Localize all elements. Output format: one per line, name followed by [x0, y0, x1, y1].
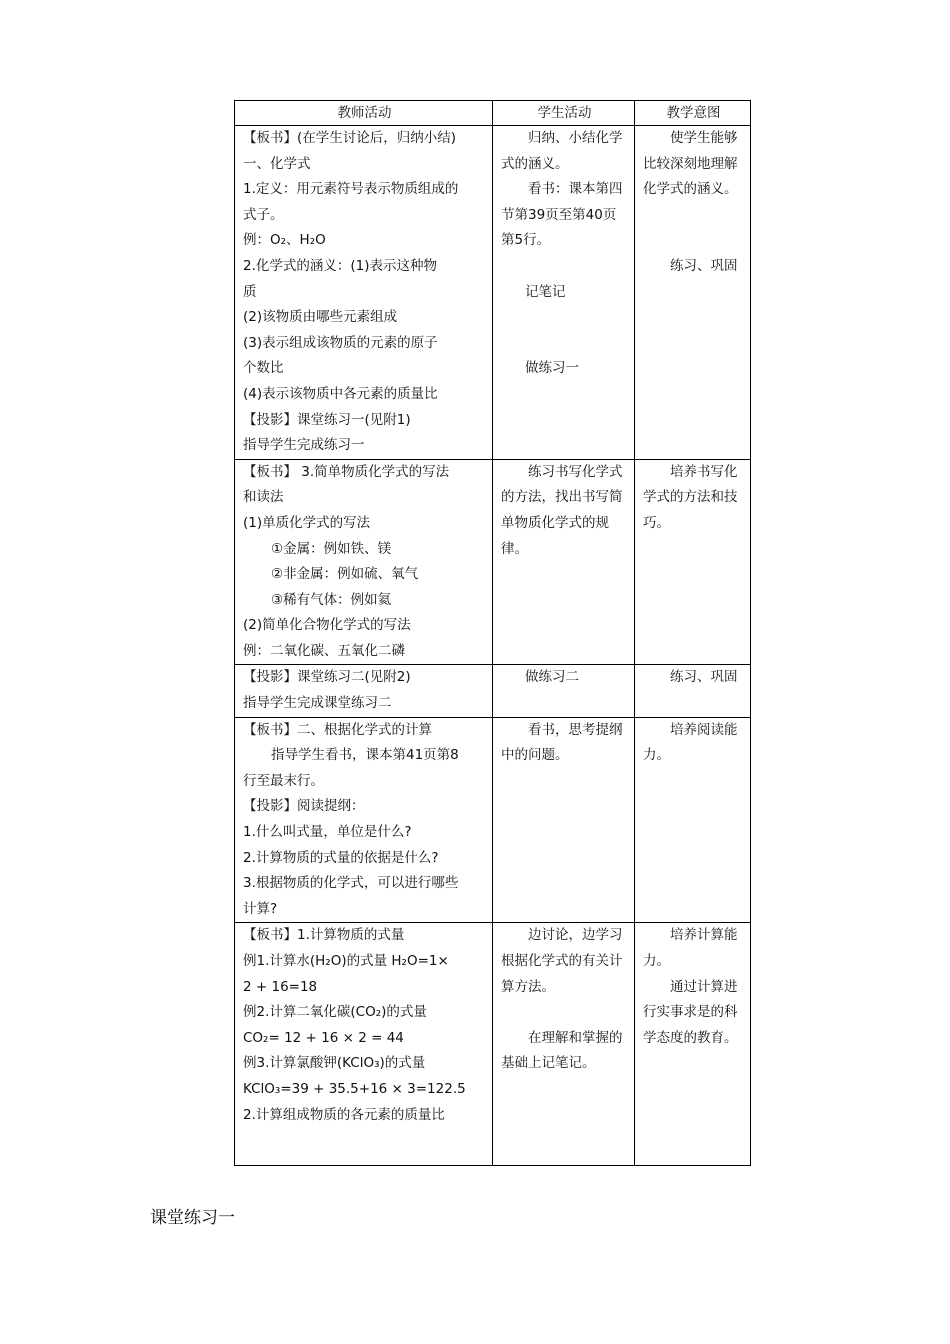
teacher-cell: [235, 717, 493, 923]
text-line: 和读法: [243, 489, 284, 506]
text-para: 使学生能够比较深刻地理解化学式的涵义。: [643, 130, 738, 198]
intent-cell: [635, 459, 751, 665]
intent-cell: [635, 923, 751, 1166]
text-line: (3)表示组成该物质的元素的原子: [243, 334, 438, 351]
text-line: 指导学生完成练习一: [243, 437, 365, 454]
teacher-cell: [235, 665, 493, 717]
text-line: 质: [243, 283, 257, 300]
text-line: ②非金属：例如硫、氧气: [271, 566, 419, 583]
student-cell: [493, 459, 635, 665]
section-title: 课堂练习一: [150, 1208, 235, 1228]
header-teacher-activity: 教师活动: [235, 101, 493, 126]
text-para: 练习、巩固: [670, 257, 738, 274]
student-cell: [493, 717, 635, 923]
text-line: 指导学生完成课堂练习二: [243, 695, 392, 712]
text-line: 做练习一: [525, 360, 579, 377]
text-line: 【板书】二、根据化学式的计算: [243, 721, 432, 738]
text-line: ①金属：例如铁、镁: [271, 540, 392, 557]
text-line: 式子。: [243, 206, 284, 223]
text-para: 通过计算进行实事求是的科学态度的教育。: [643, 978, 738, 1046]
table-row: [235, 665, 751, 717]
table-row: [235, 459, 751, 665]
text-line: 行至最末行。: [243, 772, 324, 789]
table-row: [235, 923, 751, 1166]
text-line: 1.什么叫式量，单位是什么?: [243, 824, 412, 841]
text-line: 个数比: [243, 360, 284, 377]
text-para: 练习、巩固: [670, 669, 738, 686]
teacher-cell: [235, 459, 493, 665]
text-para: 归纳、小结化学式的涵义。: [501, 130, 623, 172]
text-para: 培养书写化学式的方法和技巧。: [643, 463, 738, 531]
text-line: 【投影】课堂练习一(见附1): [243, 411, 411, 428]
text-line: 例：二氧化碳、五氧化二磷: [243, 642, 405, 659]
text-para: 看书：课本第四节第39页至第40页第5行。: [501, 181, 623, 249]
text-line: 【板书】(在学生讨论后，归纳小结): [243, 130, 457, 146]
text-line: 例1.计算水(H₂O)的式量 H₂O=1×: [243, 953, 449, 969]
text-line: 【板书】1.计算物质的式量: [243, 927, 405, 944]
text-para: 边讨论，边学习根据化学式的有关计算方法。: [501, 927, 623, 995]
lesson-plan-table: [234, 100, 751, 1166]
text-para: 培养计算能力。: [643, 927, 738, 969]
text-line: ③稀有气体：例如氦: [271, 591, 392, 608]
text-line: 例：O₂、H₂O: [243, 232, 326, 249]
table-row: [235, 126, 751, 460]
text-line: 指导学生看书，课本第41页第8: [271, 747, 459, 764]
student-cell: [493, 126, 635, 460]
text-line: 记笔记: [525, 283, 566, 300]
text-para: 看书，思考提纲中的问题。: [501, 721, 623, 764]
text-line: KClO₃=39 + 35.5+16 × 3=122.5: [243, 1080, 466, 1097]
text-line: 【投影】课堂练习二(见附2): [243, 669, 411, 686]
text-para: 在理解和掌握的基础上记笔记。: [501, 1029, 623, 1072]
text-line: 一、化学式: [243, 155, 311, 172]
text-line: 1.定义：用元素符号表示物质组成的: [243, 181, 459, 198]
text-line: 【板书】 3.简单物质化学式的写法: [243, 463, 450, 480]
student-cell: [493, 665, 635, 717]
text-line: 2.计算组成物质的各元素的质量比: [243, 1106, 445, 1123]
student-cell: [493, 923, 635, 1166]
text-line: (2)该物质由哪些元素组成: [243, 309, 398, 326]
teacher-cell: [235, 923, 493, 1166]
intent-cell: [635, 126, 751, 460]
text-line: 例3.计算氯酸钾(KClO₃)的式量: [243, 1055, 426, 1072]
text-line: 2.化学式的涵义：(1)表示这种物: [243, 257, 438, 274]
text-para: 练习书写化学式的方法，找出书写简单物质化学式的规律。: [501, 463, 623, 557]
text-para: 培养阅读能力。: [643, 721, 738, 764]
text-line: 做练习二: [525, 669, 579, 686]
header-teaching-intent: 教学意图: [635, 101, 751, 126]
table-header-row: [235, 101, 751, 126]
intent-cell: [635, 665, 751, 717]
text-line: 【投影】阅读提纲：: [243, 798, 365, 815]
table-row: [235, 717, 751, 923]
text-line: (4)表示该物质中各元素的质量比: [243, 385, 438, 402]
text-line: 2 + 16=18: [243, 978, 318, 995]
text-line: (1)单质化学式的写法: [243, 514, 371, 531]
text-line: 3.根据物质的化学式，可以进行哪些: [243, 875, 459, 892]
text-line: 例2.计算二氧化碳(CO₂)的式量: [243, 1004, 427, 1021]
text-line: CO₂= 12 + 16 × 2 = 44: [243, 1029, 404, 1046]
header-student-activity: 学生活动: [493, 101, 635, 126]
intent-cell: [635, 717, 751, 923]
text-line: (2)简单化合物化学式的写法: [243, 617, 411, 634]
text-line: 计算?: [243, 900, 278, 917]
text-line: 2.计算物质的式量的依据是什么?: [243, 849, 439, 866]
teacher-cell: [235, 126, 493, 460]
